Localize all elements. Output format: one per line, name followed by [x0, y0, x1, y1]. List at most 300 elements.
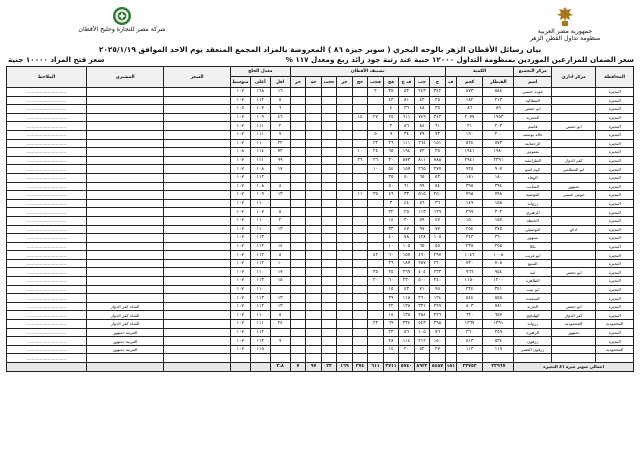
cell-c3: ٥٦: [399, 122, 415, 131]
cell-min: ١٣: [270, 191, 290, 200]
cell-c6: [352, 208, 368, 217]
cell-avg: ١٠٧: [230, 337, 250, 346]
cell-c10: [290, 328, 306, 337]
cell-min: ٢: [270, 122, 290, 131]
cell-min: ١٧: [270, 268, 290, 277]
cell-fb: [445, 105, 456, 114]
cell-c9: [306, 139, 322, 148]
cell-c3: ٦١١: [399, 113, 415, 122]
cell-c10: [290, 251, 306, 260]
cell-name: جودة حسني: [514, 88, 552, 97]
cell-c9: [306, 122, 322, 131]
cell-c1: ٥٣: [430, 173, 446, 182]
cell-price: [164, 130, 230, 139]
cell-c2: ٦٥: [414, 173, 430, 182]
cell-notes: ..............................: [7, 199, 87, 208]
cell-price: [164, 225, 230, 234]
cell-c10: [290, 130, 306, 139]
cell-fb: [445, 328, 456, 337]
cell-buyer: الشاه كفر الدوار: [86, 302, 164, 311]
cell-c8: [321, 294, 337, 303]
cell-buyer: [86, 268, 164, 277]
cell-c6: [352, 88, 368, 97]
cell-kg: ١٨٢: [456, 96, 483, 105]
cell-c9: [306, 259, 322, 268]
opening-price-text: سعر فتح المزاد ١٠٠٠٠ جنية: [8, 55, 105, 64]
cell-c1: ٧٦: [430, 328, 446, 337]
cell-c1: ١٣٩: [430, 208, 446, 217]
cell-name: نكلا: [514, 242, 552, 251]
cell-notes: ..............................: [7, 96, 87, 105]
col-sorting: تصنيف الأقطان: [290, 67, 445, 77]
cell-c2: ٥٢: [414, 345, 430, 354]
cell-price: [164, 328, 230, 337]
cell-qantar: ٣٠٢: [483, 208, 514, 217]
cell-center: ابو حمص: [552, 302, 596, 311]
cell-notes: ..............................: [7, 148, 87, 157]
cell-c4: ٣٠: [383, 156, 399, 165]
cell-c8: [321, 208, 337, 217]
cell-c7: [337, 165, 353, 174]
cell-c2: ٩٧: [414, 225, 430, 234]
cell-kg: ٧٩٨: [456, 191, 483, 200]
cell-buyer: [86, 96, 164, 105]
cell-avg: ١٠٨: [230, 148, 250, 157]
cell-buyer: [86, 216, 164, 225]
cell-c10: [290, 199, 306, 208]
cell-price: [164, 182, 230, 191]
cell-gov: البحيرة: [596, 182, 634, 191]
cell-c8: [321, 328, 337, 337]
cell-gov: البحيرة: [596, 251, 634, 260]
cell-center: [552, 113, 596, 122]
cell-c4: ٤: [383, 105, 399, 114]
cell-c6: [352, 96, 368, 105]
cell-c3: ٣٠: [399, 216, 415, 225]
cell-c5: [368, 354, 384, 363]
total-c1: ٥٤٨٧: [430, 363, 446, 372]
cell-fb: [445, 199, 456, 208]
cell-max: ١١٣: [250, 234, 270, 243]
cell-avg: ١٠٧: [230, 320, 250, 329]
cell-c1: ٥٥: [430, 242, 446, 251]
total-c2: ٨٩٢٢: [414, 363, 430, 372]
cell-name: السايب: [514, 182, 552, 191]
cell-center: [552, 96, 596, 105]
cell-fb: [445, 208, 456, 217]
cell-max: ١١٠: [250, 216, 270, 225]
cell-c9: [306, 320, 322, 329]
cell-c3: ٨١: [399, 96, 415, 105]
cell-max: ١١٢: [250, 251, 270, 260]
cell-c1: ٧٧: [430, 225, 446, 234]
cell-gov: البحيرة: [596, 242, 634, 251]
cell-c9: [306, 234, 322, 243]
cell-c6: [352, 225, 368, 234]
cell-kg: ٢٢٤: [456, 285, 483, 294]
cell-min: ٧: [270, 130, 290, 139]
total-qantar: ٢٣٩٦٧: [483, 363, 514, 372]
cell-c7: [337, 130, 353, 139]
cell-gov: البحيرة: [596, 216, 634, 225]
cell-kg: ١٩٠: [456, 130, 483, 139]
cell-buyer: [86, 148, 164, 157]
cell-c10: [290, 208, 306, 217]
cell-c5: [368, 199, 384, 208]
cell-c8: [321, 130, 337, 139]
cell-min: ٥: [270, 96, 290, 105]
cell-gov: [596, 354, 634, 363]
cell-c9: [306, 225, 322, 234]
cell-max: ١٦٨: [250, 88, 270, 97]
cell-buyer: [86, 208, 164, 217]
cell-c9: [306, 173, 322, 182]
cell-fb: [445, 285, 456, 294]
table-row: [7, 294, 634, 303]
cell-c5: [368, 173, 384, 182]
cell-c4: ٩: [383, 130, 399, 139]
cell-gov: البحيرة: [596, 139, 634, 148]
cell-c5: [368, 294, 384, 303]
cell-c3: ٢٣٠: [399, 277, 415, 286]
cell-c6: ١١: [352, 191, 368, 200]
cell-gov: البحيرة: [596, 191, 634, 200]
cell-c5: [368, 105, 384, 114]
cell-c8: [321, 259, 337, 268]
cell-c8: [321, 354, 337, 363]
cell-c1: ١٥١: [430, 139, 446, 148]
cell-c7: [337, 268, 353, 277]
cell-max: ١٠٨: [250, 182, 270, 191]
cell-c1: ٢٣٣: [430, 268, 446, 277]
cell-avg: ١٠٧: [230, 165, 250, 174]
cell-c6: [352, 251, 368, 260]
cell-c10: [290, 216, 306, 225]
cell-c10: [290, 311, 306, 320]
cell-c7: [337, 259, 353, 268]
cell-price: [164, 148, 230, 157]
cell-kg: ١٣٦٧: [456, 320, 483, 329]
cell-qantar: ٢٧٥: [483, 225, 514, 234]
cell-kg: ١٠٤٦: [456, 251, 483, 260]
cell-c9: [306, 285, 322, 294]
cell-min: ٥: [270, 208, 290, 217]
cell-c7: [337, 191, 353, 200]
cell-c10: [290, 277, 306, 286]
table-row: [7, 96, 634, 105]
cell-fb: [445, 251, 456, 260]
cell-c3: ١٣٨: [399, 302, 415, 311]
cell-center: [552, 337, 596, 346]
cell-qantar: ٩٥٤: [483, 268, 514, 277]
cell-max: ١١٠: [250, 311, 270, 320]
cell-c6: ٢٦: [352, 156, 368, 165]
cell-c8: [321, 88, 337, 97]
cell-name: ابو غريب: [514, 251, 552, 260]
table-row: [7, 105, 634, 114]
cell-avg: ١٠٧: [230, 225, 250, 234]
cell-c4: ٤٣: [383, 96, 399, 105]
cell-name: الطرابشه: [514, 156, 552, 165]
cell-kg: ٢٥٤: [456, 225, 483, 234]
cell-kg: ٢٩٩: [456, 208, 483, 217]
cell-c4: ٢٢: [383, 208, 399, 217]
cell-notes: ..............................: [7, 285, 87, 294]
cell-c8: [321, 345, 337, 354]
cell-c3: ٥٣: [399, 88, 415, 97]
table-row: [7, 113, 634, 122]
cell-c1: ١٥٠: [430, 337, 446, 346]
cell-price: [164, 199, 230, 208]
cell-c4: ٢٥: [383, 113, 399, 122]
table-row: [7, 199, 634, 208]
cell-price: [164, 294, 230, 303]
cell-c5: [368, 259, 384, 268]
cell-c5: ٢٢: [368, 139, 384, 148]
cell-c9: [306, 302, 322, 311]
cell-c1: ٢٩٧: [430, 251, 446, 260]
cell-c3: ١٨٧: [399, 259, 415, 268]
cell-c9: [306, 88, 322, 97]
cell-c7: [337, 139, 353, 148]
cell-price: [164, 234, 230, 243]
cell-gov: البحيرة: [596, 113, 634, 122]
cell-qantar: ٢٠٠: [483, 130, 514, 139]
cell-c10: [290, 113, 306, 122]
cell-center: [552, 148, 596, 157]
total-c4: ٢٧١١: [383, 363, 399, 372]
cell-c10: [290, 242, 306, 251]
col-governorate: المحافظة: [596, 67, 634, 88]
cell-center: [552, 294, 596, 303]
cell-price: [164, 216, 230, 225]
col-fg: ف ج: [399, 77, 415, 88]
cell-qantar: ١١٩: [483, 345, 514, 354]
cell-avg: ١٠٧: [230, 345, 250, 354]
cell-gov: المحمودية: [596, 320, 634, 329]
cell-notes: ..............................: [7, 242, 87, 251]
col-quantity: الكمية: [445, 67, 514, 77]
cell-min: ١٣: [270, 294, 290, 303]
cell-gov: البحيرة: [596, 294, 634, 303]
cell-qantar: ١٥٧: [483, 216, 514, 225]
cell-center: [552, 354, 596, 363]
cell-price: [164, 277, 230, 286]
cell-c10: [290, 345, 306, 354]
cell-c5: ٢٠: [368, 277, 384, 286]
cell-min: ٥: [270, 311, 290, 320]
cell-c10: [290, 259, 306, 268]
cell-c4: ٢: [383, 122, 399, 131]
cell-gov: البحيرة: [596, 88, 634, 97]
cell-center: [552, 216, 596, 225]
cell-max: [250, 354, 270, 363]
cell-c10: [290, 302, 306, 311]
cell-c5: ١٠: [368, 165, 384, 174]
table-row: [7, 148, 634, 157]
cell-fb: [445, 277, 456, 286]
cell-avg: ١٠٧: [230, 259, 250, 268]
cell-c6: [352, 130, 368, 139]
cell-c6: [352, 242, 368, 251]
cell-c3: ١١٨: [399, 294, 415, 303]
cell-c1: ٧٨٨: [430, 156, 446, 165]
cell-price: [164, 337, 230, 346]
cell-c1: ٢٥٠: [430, 191, 446, 200]
col-assembly: مركز التجميع: [514, 67, 552, 77]
cell-c5: ٢: [368, 88, 384, 97]
cell-c3: ٥٠: [399, 173, 415, 182]
cell-c9: [306, 354, 322, 363]
cell-qantar: ٢١٣: [483, 96, 514, 105]
cell-c1: ٧٣: [430, 130, 446, 139]
cell-c8: [321, 285, 337, 294]
cell-c8: [321, 148, 337, 157]
total-c6: ٣٧٤: [352, 363, 368, 372]
cell-c4: ٢٨: [383, 337, 399, 346]
cell-c7: [337, 182, 353, 191]
cell-c7: [337, 345, 353, 354]
cell-name: العوضيه: [514, 191, 552, 200]
cell-c3: ٧٨: [399, 234, 415, 243]
cell-c9: [306, 277, 322, 286]
cell-price: [164, 354, 230, 363]
cell-price: [164, 208, 230, 217]
table-row: [7, 225, 634, 234]
system-name: منظومة تداول القطن الزهر: [529, 35, 601, 42]
cell-c8: [321, 225, 337, 234]
cell-c1: ٤٧: [430, 216, 446, 225]
cell-c4: ٣٣: [383, 225, 399, 234]
cell-max: ١١٤: [250, 148, 270, 157]
cell-name: المطاليه: [514, 96, 552, 105]
table-row: [7, 156, 634, 165]
cell-c10: [290, 225, 306, 234]
cell-c2: ٤٠٤: [414, 268, 430, 277]
cell-fb: [445, 191, 456, 200]
cell-qantar: ٢٥٥: [483, 242, 514, 251]
total-fb: ١٥١: [446, 364, 455, 370]
cell-center: ابو المطامير: [552, 165, 596, 174]
cell-fb: [445, 259, 456, 268]
cell-c4: ٤٦: [383, 191, 399, 200]
cell-name: زروانه: [514, 320, 552, 329]
cell-center: [552, 130, 596, 139]
cell-kg: ١٥٠: [456, 216, 483, 225]
cell-fb: [445, 268, 456, 277]
cell-c5: [368, 337, 384, 346]
cell-name: الزهيري: [514, 208, 552, 217]
cell-min: ٩٩: [270, 156, 290, 165]
cell-c2: ٥١٥: [414, 191, 430, 200]
cell-min: [270, 354, 290, 363]
cell-center: [552, 277, 596, 286]
cell-name: العجزيه: [514, 113, 552, 122]
cell-c7: [337, 225, 353, 234]
table-header-row-1: [7, 67, 634, 77]
cell-c2: ٥٠٠: [414, 277, 430, 286]
cell-kg: ١٩٤١: [456, 148, 483, 157]
cell-price: [164, 88, 230, 97]
cell-c7: [337, 285, 353, 294]
cell-fb: [445, 234, 456, 243]
cell-center: المحمودية: [552, 320, 596, 329]
cell-c6: [352, 139, 368, 148]
table-row: [7, 337, 634, 346]
cell-c2: ٨٤: [414, 122, 430, 131]
cell-fb: [445, 113, 456, 122]
cell-avg: ١٠٧: [230, 251, 250, 260]
cell-center: [552, 345, 596, 354]
table-total-row: [7, 363, 634, 372]
cell-c9: [306, 96, 322, 105]
cell-kg: ٢١: [456, 122, 483, 131]
cell-min: ١٣: [270, 302, 290, 311]
cell-c3: ٥٦: [399, 328, 415, 337]
cell-qantar: ١٣٩١: [483, 320, 514, 329]
cell-c9: [306, 328, 322, 337]
cell-c1: ٢٢٦: [430, 311, 446, 320]
cell-center: [552, 199, 596, 208]
col-rate-max: أعلى: [250, 77, 270, 88]
cell-buyer: [86, 139, 164, 148]
cell-c4: ٤٠: [383, 234, 399, 243]
cell-qantar: ٣٤١: [483, 285, 514, 294]
cell-notes: ..............................: [7, 113, 87, 122]
cell-min: [270, 285, 290, 294]
table-row: [7, 285, 634, 294]
cell-c3: ٦١: [399, 182, 415, 191]
cell-c2: ٧١: [414, 285, 430, 294]
government-logo: [520, 6, 610, 42]
total-c9: ٩٧: [306, 363, 322, 372]
cell-name: [514, 354, 552, 363]
cell-max: ١١٠: [250, 225, 270, 234]
cell-c10: [290, 337, 306, 346]
cell-avg: ١٠٧: [230, 88, 250, 97]
col-center: مركز اداري: [552, 67, 596, 88]
cell-notes: ..............................: [7, 105, 87, 114]
cell-fb: [445, 320, 456, 329]
cell-c8: [321, 105, 337, 114]
cell-c3: ٣٤: [399, 130, 415, 139]
cell-gov: البحيرة: [596, 285, 634, 294]
col-ggr: جر: [337, 77, 353, 88]
cell-max: ١١١: [250, 122, 270, 131]
cell-c9: [306, 311, 322, 320]
cell-max: ١٠٩: [250, 113, 270, 122]
cell-qantar: ١٥٨: [483, 199, 514, 208]
cell-c9: [306, 345, 322, 354]
cell-min: ١٥: [270, 277, 290, 286]
cell-center: [552, 259, 596, 268]
cell-c9: [306, 199, 322, 208]
table-row: [7, 320, 634, 329]
cell-c1: ٢٧٧: [430, 165, 446, 174]
cell-c9: [306, 182, 322, 191]
cell-gov: البحيرة: [596, 234, 634, 243]
cell-c10: [290, 285, 306, 294]
cell-fb: [445, 311, 456, 320]
total-c7: ١٦٩: [337, 363, 353, 372]
cell-kg: ٢٦٠: [456, 328, 483, 337]
cell-c5: [368, 302, 384, 311]
cell-c10: [290, 268, 306, 277]
cell-notes: ..............................: [7, 302, 87, 311]
cell-c8: [321, 96, 337, 105]
cell-buyer: [86, 259, 164, 268]
cell-gov: البحيرة: [596, 199, 634, 208]
